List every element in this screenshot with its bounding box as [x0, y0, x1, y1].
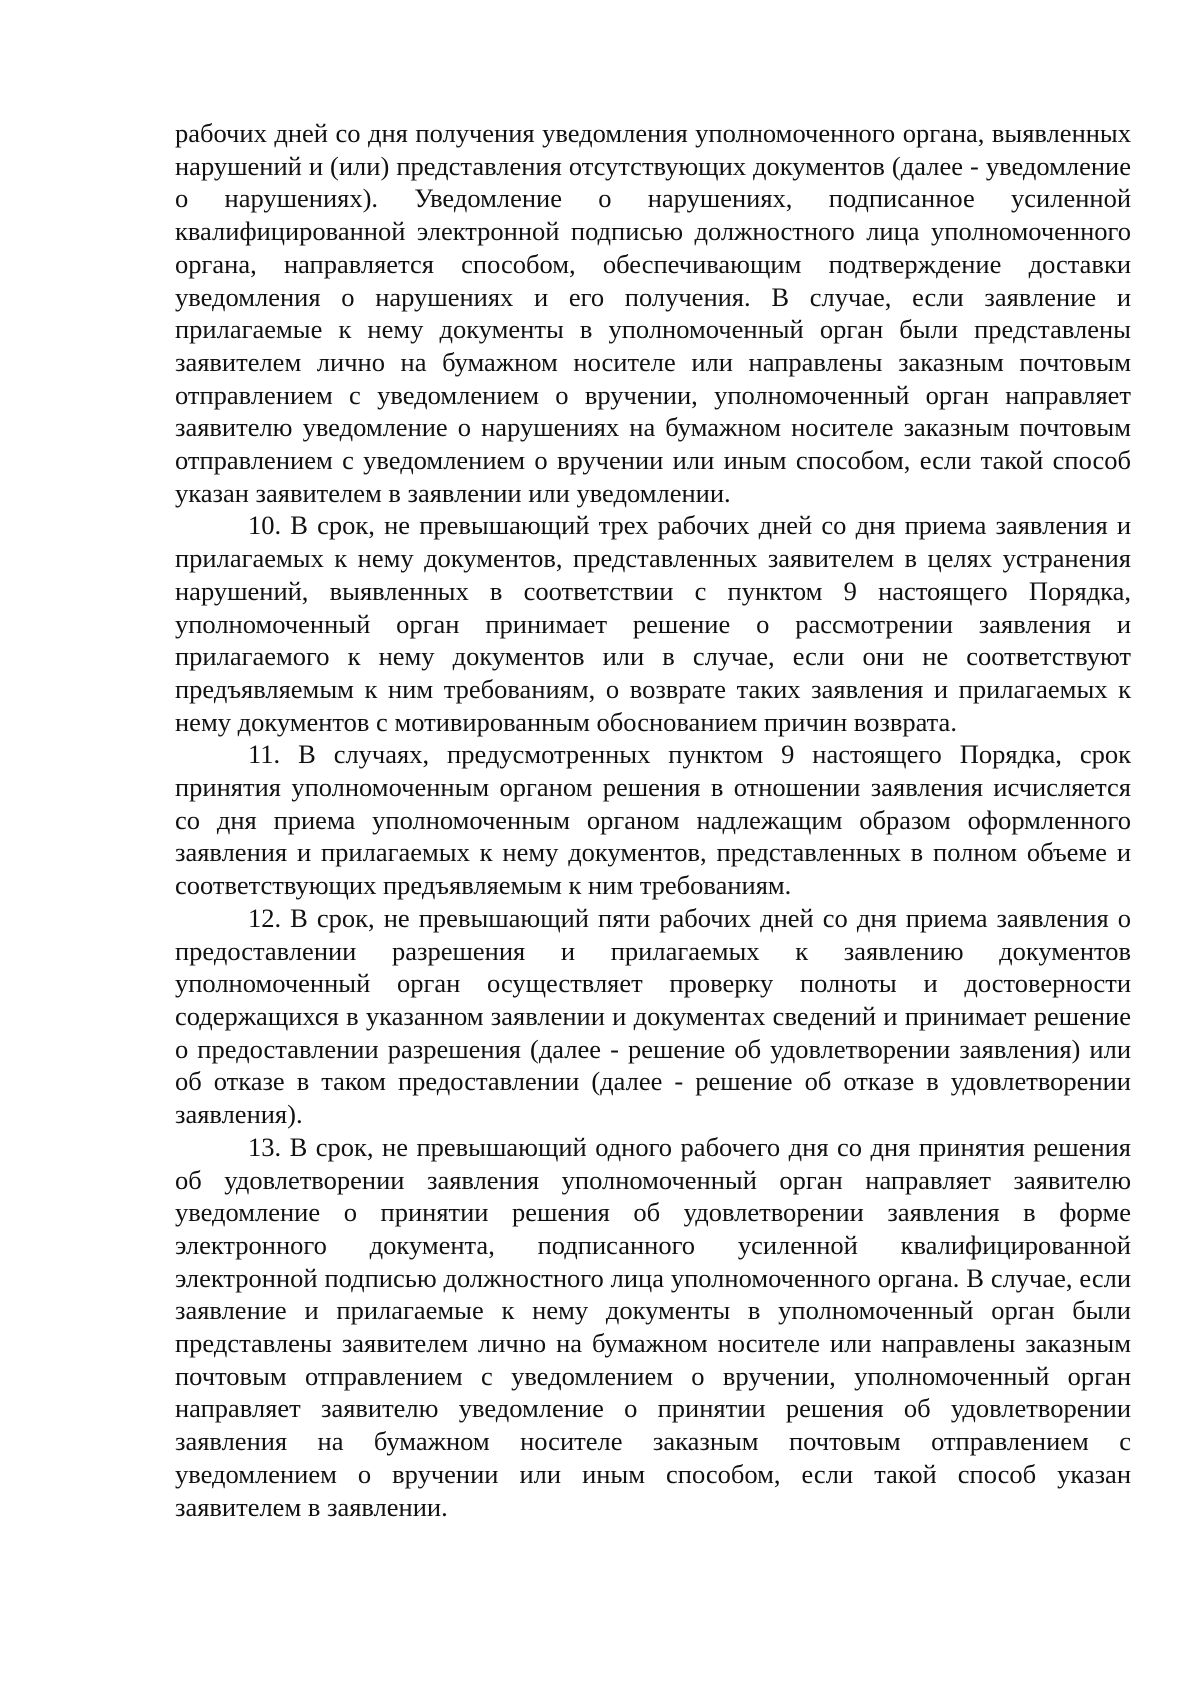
- paragraph-item-13: 13. В срок, не превышающий одного рабочего дня со дня принятия решения об удовлетворении заявления уполномоченный орган направляет заявителю уведомление о принятии решения об удовлетворении заявления в форме электронного документа, подписанного усиленной квалифицированной электронной подписью должностного лица уполномоченного органа. В случае, если заявление и прилагаемые к нему документы в уполномоченный орган были представлены заявителем лично на бумажном носителе или направлены заказным почтовым отправлением с уведомлением о вручении, уполномоченный орган направляет заявителю уведомление о принятии решения об удовлетворении заявления на бумажном носителе заказным почтовым отправлением с уведомлением о вручении или иным способом, если такой способ указан заявителем в заявлении.: [175, 1131, 1131, 1522]
- paragraph-item-10: 10. В срок, не превышающий трех рабочих дней со дня приема заявления и прилагаемых к нему документов, представленных заявителем в целях устранения нарушений, выявленных в соответствии с пунктом 9 настоящего Порядка, уполномоченный орган принимает решение о рассмотрении заявления и прилагаемого к нему документов или в случае, если они не соответствуют предъявляемым к ним требованиям, о возврате таких заявления и прилагаемых к нему документов с мотивированным обоснованием причин возврата.: [175, 510, 1131, 737]
- document-page: [175, 117, 1131, 1523]
- paragraph-item-12: 12. В срок, не превышающий пяти рабочих дней со дня приема заявления о предоставлении разрешения и прилагаемых к заявлению документов уполномоченный орган осуществляет проверку полноты и достоверности содержащихся в указанном заявлении и документах сведений и принимает решение о предоставлении разрешения (далее - решение об удовлетворении заявления) или об отказе в таком предоставлении (далее - решение об отказе в удовлетворении заявления).: [175, 902, 1131, 1130]
- paragraph-item-11: 11. В случаях, предусмотренных пунктом 9 настоящего Порядка, срок принятия уполномоченным органом решения в отношении заявления исчисляется со дня приема уполномоченным органом надлежащим образом оформленного заявления и прилагаемых к нему документов, представленных в полном объеме и соответствующих предъявляемым к ним требованиям.: [175, 739, 1131, 901]
- paragraph-continuation: рабочих дней со дня получения уведомления уполномоченного органа, выявленных нарушений и (или) представления отсутствующих документов (далее - уведомление о нарушениях). Уведомление о нарушениях, подписанное усиленной квалифицированной электронной подписью должностного лица уполномоченного органа, направляется способом, обеспечивающим подтверждение доставки уведомления о нарушениях и его получения. В случае, если заявление и прилагаемые к нему документы в уполномоченный орган были представлены заявителем лично на бумажном носителе или направлены заказным почтовым отправлением с уведомлением о вручении, уполномоченный орган направляет заявителю уведомление о нарушениях на бумажном носителе заказным почтовым отправлением с уведомлением о вручении или иным способом, если такой способ указан заявителем в заявлении или уведомлении.: [175, 118, 1131, 508]
